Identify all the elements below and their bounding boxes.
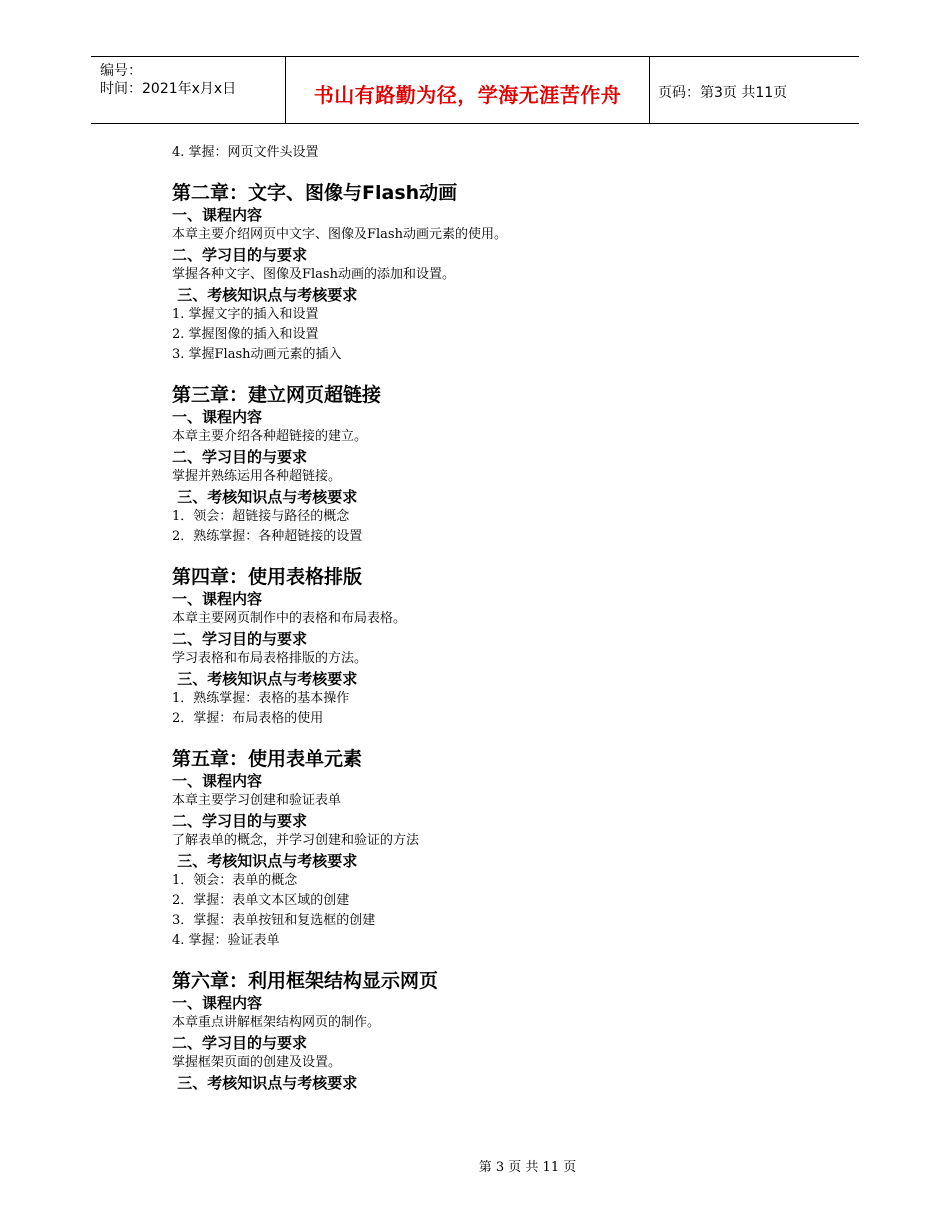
assessment-heading: 三、考核知识点与考核要求	[172, 1074, 358, 1092]
assessment-point: 1．领会：超链接与路径的概念	[172, 509, 350, 524]
assessment-point: 3．掌握：表单按钮和复选框的创建	[172, 913, 376, 928]
course-content-text: 本章重点讲解框架结构网页的制作。	[172, 1015, 381, 1030]
assessment-heading: 三、考核知识点与考核要求	[172, 286, 358, 304]
assessment-point: 2．熟练掌握：各种超链接的设置	[172, 529, 363, 544]
course-content-heading: 一、课程内容	[172, 994, 263, 1012]
assessment-point: 2．掌握：表单文本区域的创建	[172, 893, 350, 908]
objectives-text: 掌握并熟练运用各种超链接。	[172, 469, 342, 484]
course-content-text: 本章主要介绍网页中文字、图像及Flash动画元素的使用。	[172, 227, 507, 242]
page-info: 页码：第3页 共11页	[658, 85, 788, 101]
objectives-text: 了解表单的概念，并学习创建和验证的方法	[172, 833, 420, 848]
assessment-heading: 三、考核知识点与考核要求	[172, 852, 358, 870]
chapter-title: 第三章：建立网页超链接	[172, 384, 382, 406]
assessment-point: 1．熟练掌握：表格的基本操作	[172, 691, 350, 706]
chapter-section	[172, 565, 772, 729]
course-content-text: 本章主要网页制作中的表格和布局表格。	[172, 611, 407, 626]
motto-text: 书山有路勤为径，学海无涯苦作舟	[313, 82, 622, 107]
chapter-list	[172, 181, 772, 1093]
course-content-heading: 一、课程内容	[172, 206, 263, 224]
objectives-text: 学习表格和布局表格排版的方法。	[172, 651, 368, 666]
assessment-point: 2. 掌握图像的插入和设置	[172, 327, 319, 342]
page-header	[91, 56, 859, 124]
course-content-text: 本章主要学习创建和验证表单	[172, 793, 342, 808]
document-body	[172, 143, 772, 1093]
course-content-heading: 一、课程内容	[172, 590, 263, 608]
assessment-point: 1. 掌握文字的插入和设置	[172, 307, 319, 322]
course-content-heading: 一、课程内容	[172, 408, 263, 426]
objectives-heading: 二、学习目的与要求	[172, 448, 308, 466]
objectives-heading: 二、学习目的与要求	[172, 246, 308, 264]
objectives-heading: 二、学习目的与要求	[172, 1034, 308, 1052]
assessment-heading: 三、考核知识点与考核要求	[172, 488, 358, 506]
objectives-text: 掌握框架页面的创建及设置。	[172, 1055, 342, 1070]
assessment-point: 1．领会：表单的概念	[172, 873, 298, 888]
assessment-heading: 三、考核知识点与考核要求	[172, 670, 358, 688]
chapter-title: 第六章：利用框架结构显示网页	[172, 970, 439, 992]
page-footer: 第 3 页 共 11 页	[478, 1160, 577, 1175]
objectives-heading: 二、学习目的与要求	[172, 630, 308, 648]
chapter-title: 第二章：文字、图像与Flash动画	[172, 182, 458, 204]
chapter-section	[172, 747, 772, 951]
date-label: 时间：2021年x月x日	[100, 81, 237, 97]
assessment-point: 3. 掌握Flash动画元素的插入	[172, 347, 342, 362]
assessment-point: 4. 掌握：验证表单	[172, 933, 280, 948]
objectives-heading: 二、学习目的与要求	[172, 812, 308, 830]
chapter-section	[172, 181, 772, 365]
serial-number-label: 编号：	[100, 63, 142, 79]
chapter-title: 第五章：使用表单元素	[172, 748, 363, 770]
intro-line: 4. 掌握：网页文件头设置	[172, 145, 319, 160]
objectives-text: 掌握各种文字、图像及Flash动画的添加和设置。	[172, 267, 455, 282]
chapter-section	[172, 969, 772, 1093]
header-left-cell	[91, 57, 286, 123]
course-content-text: 本章主要介绍各种超链接的建立。	[172, 429, 368, 444]
course-content-heading: 一、课程内容	[172, 772, 263, 790]
assessment-point: 2．掌握：布局表格的使用	[172, 711, 324, 726]
chapter-section	[172, 383, 772, 547]
chapter-title: 第四章：使用表格排版	[172, 566, 363, 588]
header-motto-cell	[286, 57, 650, 123]
header-page-cell	[650, 57, 859, 123]
